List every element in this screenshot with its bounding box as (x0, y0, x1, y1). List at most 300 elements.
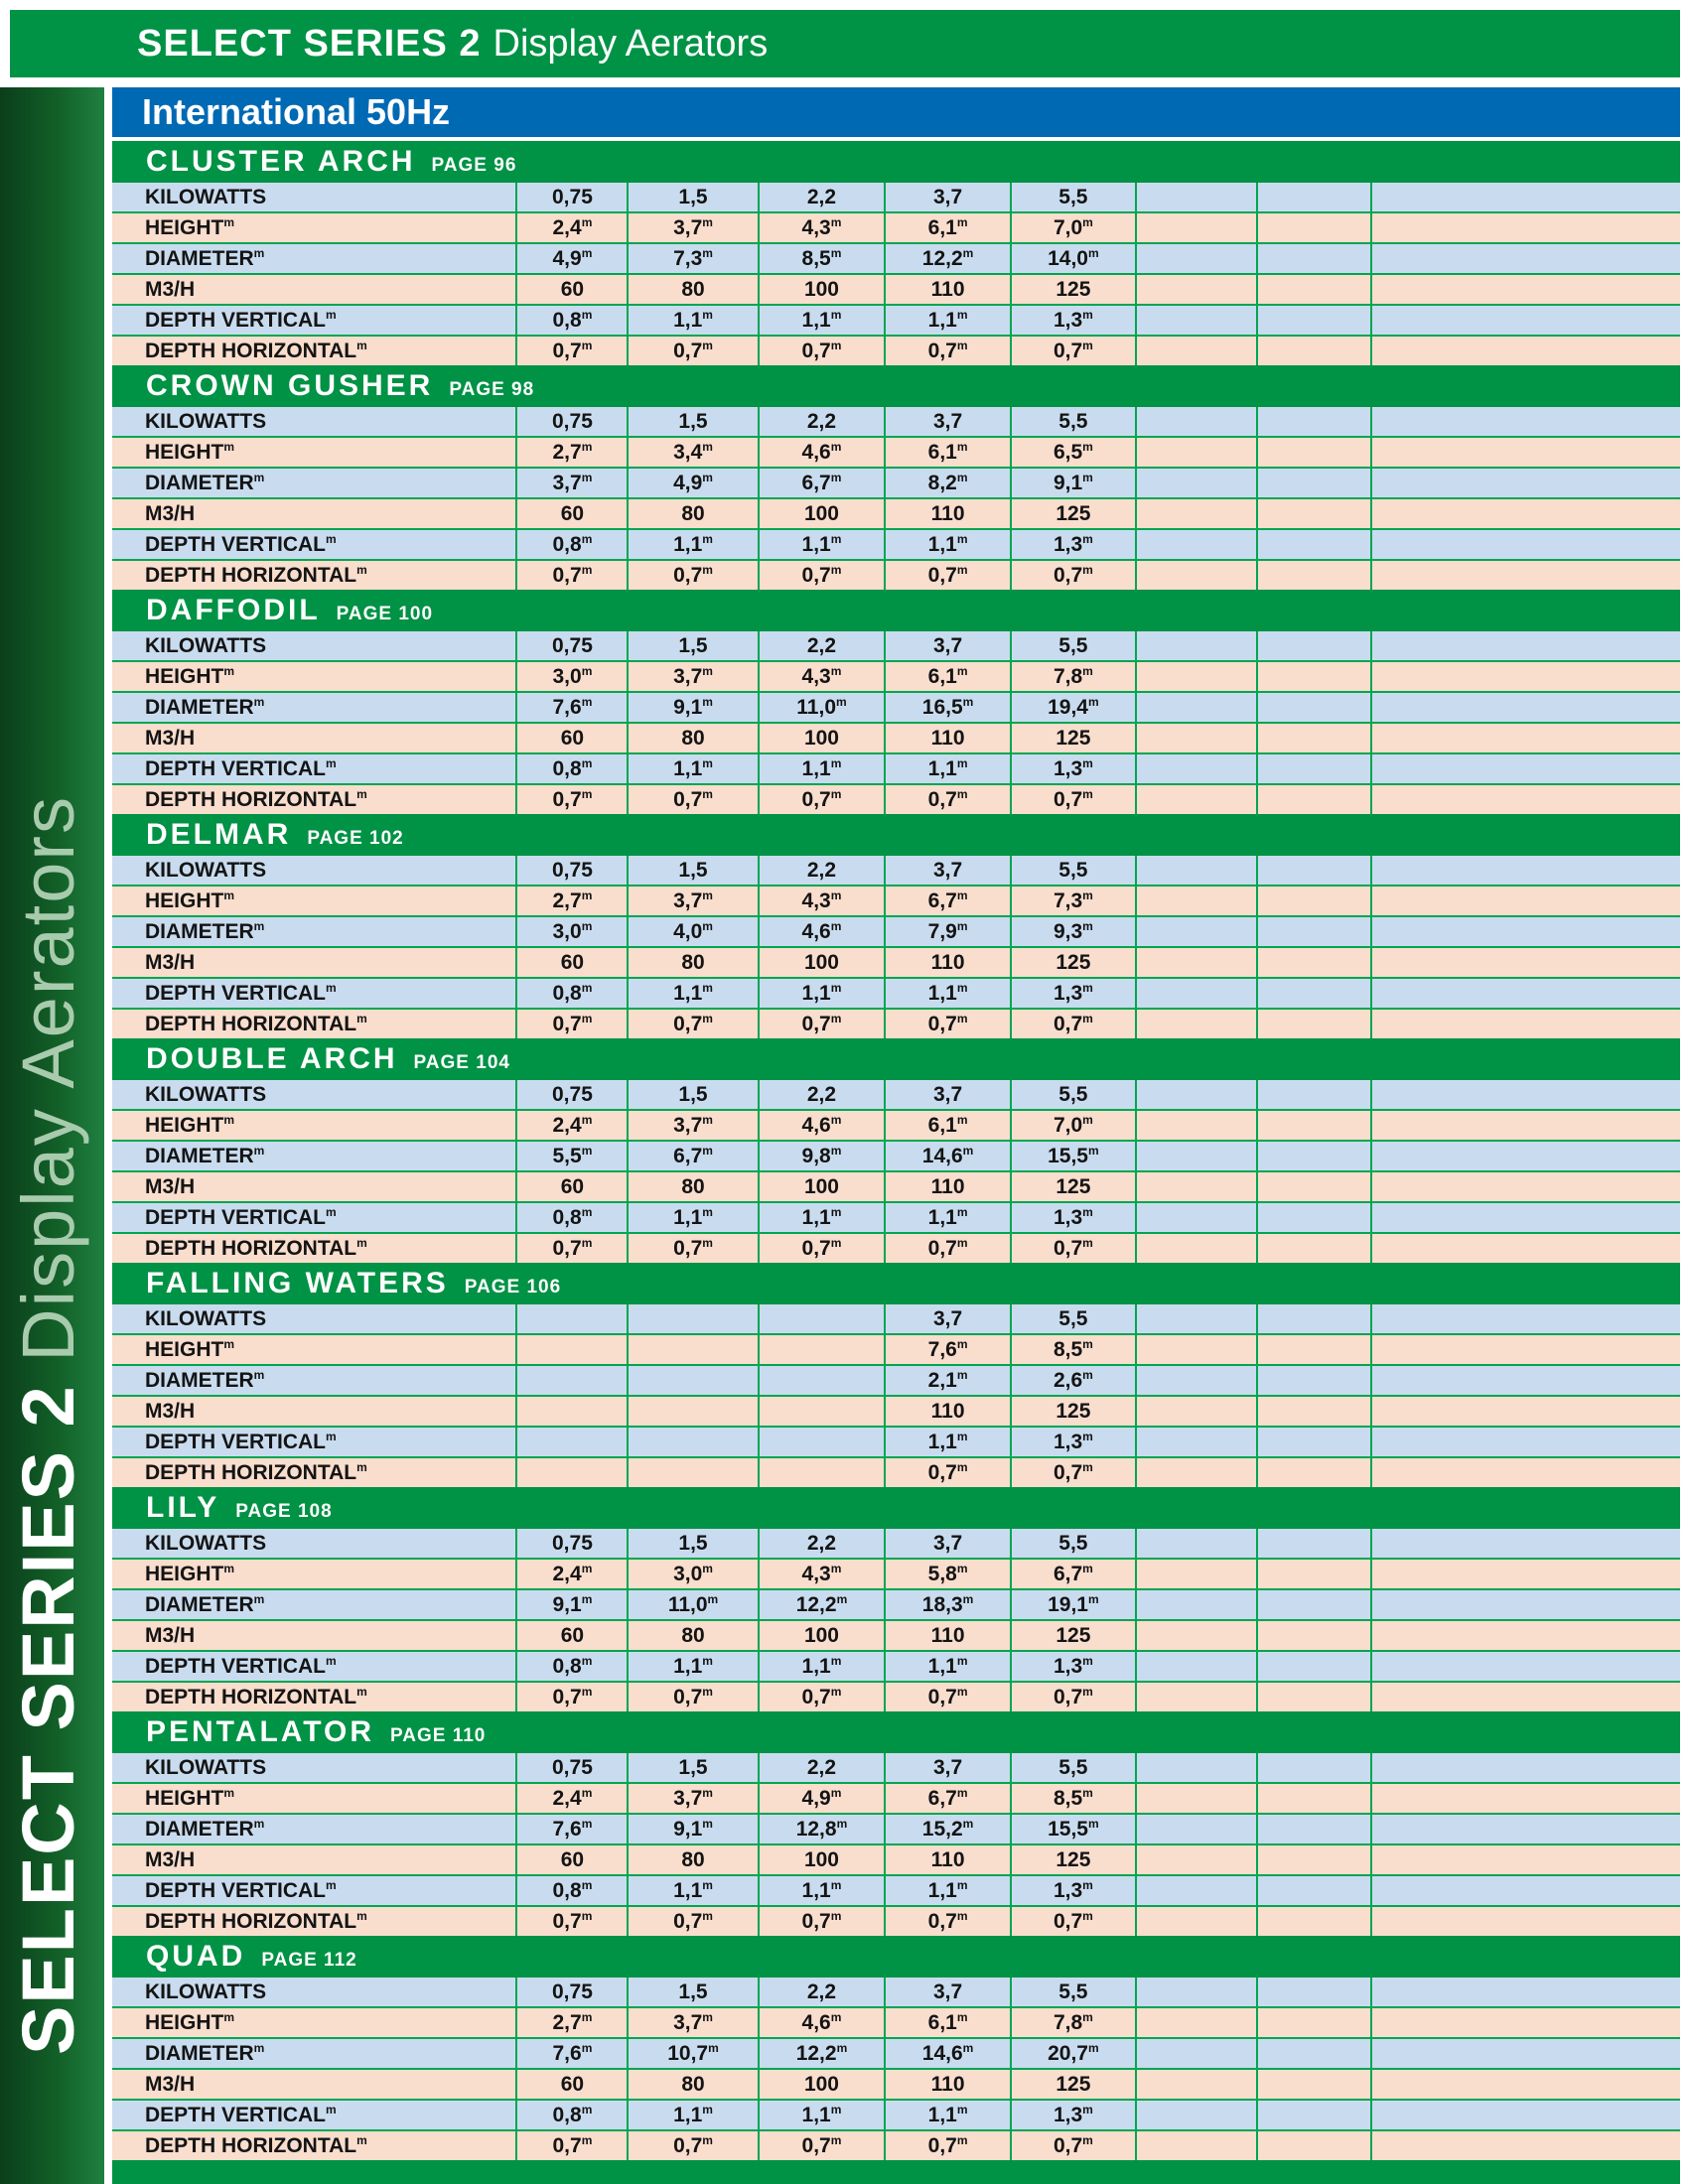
cell-value: 12,8$^m$ (759, 1814, 886, 1844)
empty-cell (1136, 529, 1257, 560)
meters-unit: m (836, 694, 847, 709)
cell-value: 1,5 (628, 856, 758, 886)
sidebar-vertical-text (7, 795, 89, 2055)
meters-unit: m (1082, 2102, 1093, 2116)
row-label: DEPTH HORIZONTAL$^m$ (112, 1009, 516, 1038)
table-row (112, 529, 1680, 560)
table-row (112, 916, 1680, 947)
cell-value: 0,7$^m$ (885, 1009, 1010, 1038)
meters-unit: m (830, 755, 842, 770)
section-page-ref: PAGE 108 (235, 1501, 333, 1522)
cell-value: 5,5$^m$ (516, 1141, 628, 1171)
cell-value: 125 (1011, 1844, 1136, 1875)
empty-cell (1136, 2130, 1257, 2160)
meters-unit: m (326, 307, 337, 322)
meters-unit: m (956, 439, 968, 454)
cell-value: 0,7$^m$ (885, 1682, 1010, 1711)
meters-unit: m (326, 755, 337, 770)
meters-unit: m (702, 1908, 713, 1923)
meters-unit: m (830, 245, 842, 260)
section-name: DOUBLE ARCH (146, 1042, 398, 1075)
empty-cell (759, 1334, 886, 1365)
cell-value: 0,7$^m$ (885, 1457, 1010, 1487)
cell-value: 2,7$^m$ (516, 886, 628, 916)
meters-unit: m (356, 786, 367, 801)
cell-value: 1,1$^m$ (885, 1427, 1010, 1457)
cell-value: 1,1$^m$ (885, 753, 1010, 784)
cell-value: 0,7$^m$ (516, 1906, 628, 1936)
cell-value: 4,9$^m$ (759, 1783, 886, 1814)
cell-value: 10,7$^m$ (628, 2038, 758, 2069)
page-title-bold: SELECT SERIES 2 (137, 22, 482, 65)
row-label: M3/H (112, 723, 516, 753)
cell-value: 0,7$^m$ (1011, 1009, 1136, 1038)
table-row (112, 437, 1680, 468)
meters-unit: m (581, 1877, 593, 1892)
meters-unit: m (830, 307, 842, 322)
cell-value: 1,1$^m$ (885, 529, 1010, 560)
cell-value: 0,75 (516, 407, 628, 437)
cell-value: 100 (759, 947, 886, 978)
cell-value: 0,7$^m$ (628, 1233, 758, 1263)
cell-value: 1,1$^m$ (628, 529, 758, 560)
meters-unit: m (253, 2040, 265, 2055)
meters-unit: m (253, 245, 265, 260)
row-label: KILOWATTS (112, 1304, 516, 1334)
cell-value: 2,2 (759, 1529, 886, 1559)
meters-unit: m (356, 1459, 367, 1474)
cell-value: 0,7$^m$ (759, 1009, 886, 1038)
empty-cell (759, 1304, 886, 1334)
cell-value: 1,3$^m$ (1011, 2100, 1136, 2130)
row-label: M3/H (112, 1171, 516, 1202)
cell-value: 0,7$^m$ (628, 1682, 758, 1711)
table-row (112, 1844, 1680, 1875)
table-row (112, 1334, 1680, 1365)
frequency-banner (112, 87, 1680, 137)
row-label: HEIGHT$^m$ (112, 212, 516, 243)
empty-cell (1136, 336, 1257, 365)
cell-value: 8,5$^m$ (1011, 1783, 1136, 1814)
table-row (112, 661, 1680, 692)
empty-cell (1257, 1141, 1371, 1171)
cell-value: 6,7$^m$ (628, 1141, 758, 1171)
cell-value: 2,2 (759, 183, 886, 212)
empty-cell (1371, 336, 1680, 365)
meters-unit: m (836, 1816, 848, 1831)
meters-unit: m (253, 1816, 265, 1831)
cell-value: 5,5 (1011, 1753, 1136, 1783)
meters-unit: m (1082, 980, 1093, 995)
meters-unit: m (581, 1204, 593, 1219)
section (112, 1038, 1680, 1263)
meters-unit: m (702, 439, 713, 454)
meters-unit: m (702, 1112, 713, 1127)
table-row (112, 1141, 1680, 1171)
row-label: DIAMETER$^m$ (112, 1814, 516, 1844)
empty-cell (1257, 1427, 1371, 1457)
frequency-banner-label: International 50Hz (142, 91, 451, 132)
empty-cell (1257, 1814, 1371, 1844)
cell-value: 4,9$^m$ (516, 243, 628, 274)
empty-cell (628, 1396, 758, 1427)
section-name: LILY (146, 1491, 220, 1524)
meters-unit: m (702, 1235, 713, 1250)
meters-unit: m (702, 1561, 713, 1575)
meters-unit: m (1082, 887, 1093, 902)
meters-unit: m (581, 245, 593, 260)
empty-cell (1257, 498, 1371, 529)
empty-cell (1136, 243, 1257, 274)
cell-value: 2,2 (759, 407, 886, 437)
row-label: DIAMETER$^m$ (112, 1141, 516, 1171)
empty-cell (1257, 274, 1371, 305)
empty-cell (1371, 437, 1680, 468)
meters-unit: m (223, 663, 235, 678)
cell-value: 0,7$^m$ (628, 336, 758, 365)
section-header (112, 1711, 1680, 1753)
cell-value: 0,8$^m$ (516, 978, 628, 1009)
section-header (112, 141, 1680, 183)
empty-cell (1136, 2069, 1257, 2100)
row-label: DEPTH VERTICAL$^m$ (112, 529, 516, 560)
cell-value: 8,5$^m$ (1011, 1334, 1136, 1365)
cell-value: 6,1$^m$ (885, 212, 1010, 243)
cell-value: 0,7$^m$ (1011, 1682, 1136, 1711)
empty-cell (1371, 1171, 1680, 1202)
empty-cell (1371, 1783, 1680, 1814)
cell-value: 0,7$^m$ (628, 560, 758, 590)
cell-value: 0,7$^m$ (628, 2130, 758, 2160)
meters-unit: m (223, 214, 235, 229)
empty-cell (1371, 1875, 1680, 1906)
section-page-ref: PAGE 100 (336, 604, 434, 624)
row-label: HEIGHT$^m$ (112, 886, 516, 916)
meters-unit: m (581, 694, 593, 709)
meters-unit: m (326, 980, 337, 995)
cell-value: 3,0$^m$ (516, 661, 628, 692)
empty-cell (1257, 856, 1371, 886)
cell-value: 0,75 (516, 1529, 628, 1559)
cell-value: 19,4$^m$ (1011, 692, 1136, 723)
cell-value: 125 (1011, 498, 1136, 529)
meters-unit: m (581, 2040, 593, 2055)
row-label: KILOWATTS (112, 631, 516, 661)
meters-unit: m (326, 531, 337, 546)
cell-value: 2,2 (759, 1753, 886, 1783)
cell-value: 110 (885, 2069, 1010, 2100)
cell-value: 3,7$^m$ (628, 212, 758, 243)
empty-cell (1257, 183, 1371, 212)
cell-value: 125 (1011, 2069, 1136, 2100)
cell-value: 4,6$^m$ (759, 437, 886, 468)
cell-value: 4,6$^m$ (759, 916, 886, 947)
cell-value: 60 (516, 723, 628, 753)
cell-value: 1,3$^m$ (1011, 978, 1136, 1009)
cell-value: 11,0$^m$ (628, 1589, 758, 1620)
meters-unit: m (1082, 307, 1093, 322)
cell-value: 1,5 (628, 407, 758, 437)
cell-value: 0,7$^m$ (516, 2130, 628, 2160)
meters-unit: m (326, 2102, 337, 2116)
table-row (112, 305, 1680, 336)
table-row (112, 336, 1680, 365)
cell-value: 12,2$^m$ (759, 2038, 886, 2069)
cell-value: 7,6$^m$ (516, 692, 628, 723)
empty-cell (1257, 560, 1371, 590)
empty-cell (1371, 1814, 1680, 1844)
meters-unit: m (702, 1877, 713, 1892)
cell-value: 60 (516, 1171, 628, 1202)
empty-cell (1257, 529, 1371, 560)
empty-cell (1371, 631, 1680, 661)
meters-unit: m (253, 918, 265, 933)
empty-cell (1257, 978, 1371, 1009)
empty-cell (1371, 183, 1680, 212)
page-header (10, 10, 1680, 77)
cell-value: 1,3$^m$ (1011, 1875, 1136, 1906)
empty-cell (1257, 2007, 1371, 2038)
table-row (112, 274, 1680, 305)
empty-cell (1257, 661, 1371, 692)
cell-value: 1,1$^m$ (759, 529, 886, 560)
meters-unit: m (356, 1684, 367, 1699)
meters-unit: m (956, 1653, 968, 1668)
meters-unit: m (702, 2009, 713, 2024)
cell-value: 18,3$^m$ (885, 1589, 1010, 1620)
table-row (112, 1457, 1680, 1487)
cell-value: 4,3$^m$ (759, 661, 886, 692)
row-label: DEPTH VERTICAL$^m$ (112, 1651, 516, 1682)
cell-value: 0,7$^m$ (516, 336, 628, 365)
empty-cell (1257, 2069, 1371, 2100)
meters-unit: m (702, 1143, 713, 1158)
cell-value: 110 (885, 723, 1010, 753)
cell-value: 1,1$^m$ (759, 1651, 886, 1682)
empty-cell (1257, 784, 1371, 814)
row-label: M3/H (112, 274, 516, 305)
cell-value: 1,3$^m$ (1011, 753, 1136, 784)
row-label: KILOWATTS (112, 183, 516, 212)
table-row (112, 1651, 1680, 1682)
cell-value: 2,2 (759, 856, 886, 886)
meters-unit: m (702, 663, 713, 678)
meters-unit: m (830, 1684, 842, 1699)
empty-cell (1136, 2038, 1257, 2069)
cell-value: 100 (759, 723, 886, 753)
cell-value: 3,7 (885, 1080, 1010, 1110)
meters-unit: m (956, 1908, 968, 1923)
cell-value: 2,7$^m$ (516, 437, 628, 468)
cell-value: 0,7$^m$ (1011, 560, 1136, 590)
meters-unit: m (1082, 1459, 1093, 1474)
meters-unit: m (581, 531, 593, 546)
meters-unit: m (326, 1877, 337, 1892)
cell-value: 3,7$^m$ (628, 661, 758, 692)
meters-unit: m (830, 1204, 842, 1219)
empty-cell (1136, 978, 1257, 1009)
meters-unit: m (223, 439, 235, 454)
row-label: DEPTH HORIZONTAL$^m$ (112, 1682, 516, 1711)
table-row (112, 1427, 1680, 1457)
cell-value: 0,7$^m$ (628, 1906, 758, 1936)
cell-value: 80 (628, 498, 758, 529)
main-row (0, 87, 1680, 2184)
empty-cell (628, 1365, 758, 1396)
cell-value: 100 (759, 274, 886, 305)
cell-value: 0,75 (516, 631, 628, 661)
empty-cell (1136, 560, 1257, 590)
cell-value: 3,7 (885, 631, 1010, 661)
section-name: QUAD (146, 1940, 246, 1973)
empty-cell (1136, 1783, 1257, 1814)
cell-value: 3,7$^m$ (628, 2007, 758, 2038)
empty-cell (1136, 1620, 1257, 1651)
cell-value: 14,0$^m$ (1011, 243, 1136, 274)
empty-cell (1257, 1171, 1371, 1202)
meters-unit: m (1082, 1653, 1093, 1668)
meters-unit: m (1087, 245, 1099, 260)
meters-unit: m (1082, 214, 1093, 229)
row-label: DEPTH VERTICAL$^m$ (112, 1875, 516, 1906)
cell-value: 60 (516, 947, 628, 978)
spec-table (112, 407, 1680, 590)
meters-unit: m (1082, 1908, 1093, 1923)
meters-unit: m (962, 1591, 974, 1606)
meters-unit: m (1082, 1684, 1093, 1699)
row-label: DEPTH HORIZONTAL$^m$ (112, 560, 516, 590)
cell-value: 0,7$^m$ (759, 560, 886, 590)
cell-value: 1,3$^m$ (1011, 1651, 1136, 1682)
spec-table (112, 631, 1680, 814)
empty-cell (1136, 631, 1257, 661)
table-row (112, 2130, 1680, 2160)
cell-value: 5,5 (1011, 1080, 1136, 1110)
sidebar-text-bold: SELECT SERIES 2 (7, 1384, 89, 2055)
empty-cell (1371, 2130, 1680, 2160)
meters-unit: m (956, 1561, 968, 1575)
cell-value: 0,7$^m$ (516, 1682, 628, 1711)
meters-unit: m (702, 1204, 713, 1219)
meters-unit: m (702, 307, 713, 322)
empty-cell (1136, 1978, 1257, 2007)
meters-unit: m (581, 214, 593, 229)
meters-unit: m (581, 663, 593, 678)
empty-cell (1371, 1334, 1680, 1365)
cell-value: 1,1$^m$ (628, 753, 758, 784)
table-row (112, 1396, 1680, 1427)
cell-value: 5,5 (1011, 407, 1136, 437)
cell-value: 110 (885, 498, 1010, 529)
cell-value: 8,5$^m$ (759, 243, 886, 274)
empty-cell (1136, 1814, 1257, 1844)
cell-value: 6,1$^m$ (885, 1110, 1010, 1141)
meters-unit: m (702, 2102, 713, 2116)
meters-unit: m (956, 1011, 968, 1025)
meters-unit: m (956, 1367, 968, 1382)
meters-unit: m (1082, 439, 1093, 454)
cell-value: 0,7$^m$ (1011, 2130, 1136, 2160)
empty-cell (1371, 2069, 1680, 2100)
meters-unit: m (702, 531, 713, 546)
meters-unit: m (962, 1143, 974, 1158)
cell-value: 80 (628, 723, 758, 753)
cell-value: 1,1$^m$ (759, 978, 886, 1009)
section-header (112, 1487, 1680, 1529)
cell-value: 15,2$^m$ (885, 1814, 1010, 1844)
meters-unit: m (1082, 470, 1093, 484)
meters-unit: m (581, 887, 593, 902)
meters-unit: m (581, 470, 593, 484)
cell-value: 110 (885, 1396, 1010, 1427)
cell-value: 11,0$^m$ (759, 692, 886, 723)
empty-cell (1136, 498, 1257, 529)
cell-value: 1,1$^m$ (885, 305, 1010, 336)
empty-cell (1136, 1682, 1257, 1711)
section-page-ref: PAGE 112 (261, 1950, 357, 1971)
meters-unit: m (702, 338, 713, 352)
empty-cell (1136, 1844, 1257, 1875)
cell-value: 3,7 (885, 1529, 1010, 1559)
table-row (112, 1814, 1680, 1844)
meters-unit: m (1082, 786, 1093, 801)
row-label: DIAMETER$^m$ (112, 243, 516, 274)
meters-unit: m (1082, 755, 1093, 770)
meters-unit: m (581, 2132, 593, 2147)
empty-cell (1257, 336, 1371, 365)
meters-unit: m (1087, 1143, 1099, 1158)
cell-value: 0,7$^m$ (628, 1009, 758, 1038)
section-page-ref: PAGE 104 (413, 1052, 510, 1073)
empty-cell (1136, 183, 1257, 212)
empty-cell (1257, 947, 1371, 978)
meters-unit: m (956, 307, 968, 322)
row-label: M3/H (112, 1844, 516, 1875)
meters-unit: m (956, 1336, 968, 1351)
cell-value: 2,4$^m$ (516, 1559, 628, 1589)
empty-cell (1136, 2100, 1257, 2130)
cell-value: 1,1$^m$ (628, 305, 758, 336)
cell-value: 4,0$^m$ (628, 916, 758, 947)
cell-value: 0,7$^m$ (885, 1906, 1010, 1936)
empty-cell (1136, 753, 1257, 784)
empty-cell (1371, 1080, 1680, 1110)
cell-value: 100 (759, 498, 886, 529)
cell-value: 3,7$^m$ (628, 886, 758, 916)
cell-value: 2,4$^m$ (516, 1783, 628, 1814)
meters-unit: m (708, 2040, 719, 2055)
cell-value: 7,8$^m$ (1011, 2007, 1136, 2038)
meters-unit: m (1082, 1336, 1093, 1351)
section (112, 1936, 1680, 2160)
row-label: DEPTH HORIZONTAL$^m$ (112, 336, 516, 365)
meters-unit: m (702, 755, 713, 770)
row-label: DEPTH VERTICAL$^m$ (112, 1427, 516, 1457)
meters-unit: m (956, 1877, 968, 1892)
meters-unit: m (830, 1143, 842, 1158)
meters-unit: m (962, 1816, 974, 1831)
empty-cell (1136, 1334, 1257, 1365)
table-row (112, 1783, 1680, 1814)
row-label: HEIGHT$^m$ (112, 2007, 516, 2038)
empty-cell (1371, 1141, 1680, 1171)
meters-unit: m (1082, 338, 1093, 352)
empty-cell (1136, 1529, 1257, 1559)
empty-cell (1371, 1304, 1680, 1334)
cell-value: 7,6$^m$ (516, 2038, 628, 2069)
meters-unit: m (581, 338, 593, 352)
row-label: DIAMETER$^m$ (112, 2038, 516, 2069)
